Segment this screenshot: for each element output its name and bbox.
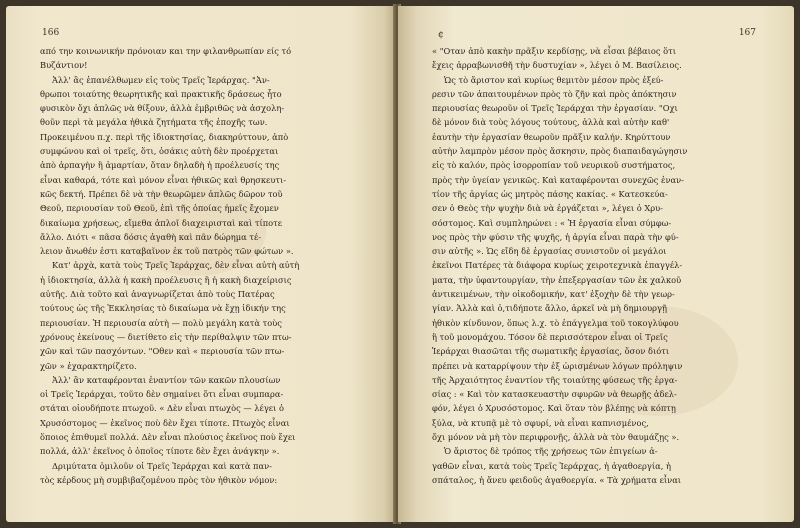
text-line: Χρυσόστομος — ἐκεῖνος ποὺ δὲν ἔχει τίποτε. Πτωχὸς εἶναι — [40, 417, 290, 428]
text-line: « "Οταν ἀπὸ κακὴν πρᾶξιν κερδίσῃς, νὰ εἶσαι βέβαιος ὅτι — [432, 46, 676, 56]
text-line: στάται οἱουδήποτε πτωχοῦ. « Δὲν εἶναι πτωχὸς — λέγει ὁ — [40, 403, 284, 414]
text-line: θοῦν περὶ τὰ μεγάλα ἠθικὰ ζητήματα τῆς ἐποχῆς των. — [40, 117, 268, 128]
text-line: χρόνους ἐκείνους — διετίθετο εἰς τὴν περίθαλψιν τῶν πτω- — [40, 331, 292, 342]
text-line: συμφώνου καὶ οἱ τρεῖς, ὅτι, ὁσάκις αὐτὴ δὲν προέρχεται — [40, 146, 279, 157]
text-line: τούτους ὡς τῆς Ἐκκλησίας τὸ δικαίωμα νὰ ἔχῃ ἰδικήν της — [40, 303, 286, 314]
left-page-text — [40, 44, 360, 487]
text-line: χῶν » ἐχαρακτηρίζετο. — [40, 360, 137, 371]
text-line: σόστομος. Καὶ συμπληρώνει : « Ἡ ἐργασία εἶναι σύμφω- — [432, 217, 672, 228]
text-line: περιουσίας θεωροῦν οἱ Τρεῖς Ἱεράρχαι τὴν ἐργασίαν. "Οχι — [432, 103, 678, 114]
text-line: γαθῶν εἶναι, κατὰ τοὺς Τρεῖς Ἱεράρχας, ἡ ἀγαθοεργία, ἡ — [432, 460, 671, 471]
page-number-left: 166 — [42, 28, 60, 38]
text-line: αὐτῆς. Διὰ τοῦτο καὶ ἀναγνωρίζεται ἀπὸ τοὺς Πατέρας — [40, 289, 275, 300]
text-line: ὅποιος ἐπιθυμεῖ πολλά. Δὲν εἶναι πλούσιος ἐκεῖνος ποὺ ἔχει — [40, 432, 296, 443]
text-line: Ἀλλ' ἂν καταφέρονται ἐναντίον τῶν κακῶν πλουσίων — [52, 374, 281, 385]
text-line: εἰς τὸ καλόν, πρὸς ἰσορροπίαν τοῦ νευρικοῦ συστήματος, — [432, 160, 676, 171]
text-line: ὄχι μόνον νὰ μὴ τὸν περιφρονῇς, ἀλλὰ νὰ τὸν θαυμάζῃς ». — [432, 432, 680, 443]
text-line: Ὁ ἄριστος δὲ τρόπος τῆς χρήσεως τῶν ἐπιγείων ἀ- — [444, 446, 658, 457]
text-line: πολλά, ἀλλ' ἐκεῖνος ὁ ὁποῖος τίποτε δὲν ἔχει ἀνάγκην ». — [40, 446, 280, 457]
text-line: πρέπει νὰ καταρρίψουν τὴν ἐξ ὡρισμένων λόγων πρόληψιν — [432, 360, 683, 371]
text-line: φόν, λέγει ὁ Χρυσόστομος. Καὶ ὅταν τὸν βλέπῃς νὰ κόπτῃ — [432, 403, 676, 414]
text-line: θρωποι τοιαύτης θεωρητικῆς καὶ πρακτικῆς δράσεως ἦτο — [40, 88, 282, 99]
text-line: δικαίωμα χρήσεως, εἴμεθα ἁπλοῖ διαχειρισταὶ καὶ τίποτε — [40, 217, 283, 228]
text-line: Βυζάντιον! — [40, 60, 88, 71]
text-line: αὐτὴν λαμπρὸν μέσον πρὸς ἄσκησιν, πρὸς διαπαιδαγώγησιν — [432, 146, 688, 157]
text-line: εἶναι καθαρά, τότε καὶ μόνον εἶναι ἠθικῶς καὶ θρησκευτι- — [40, 174, 287, 185]
text-line: Προκειμένου π.χ. περὶ τῆς ἰδιοκτησίας, διακηρύττουν, ἀπὸ — [40, 131, 289, 142]
text-line: ξύλα, νὰ κτυπᾷ μὲ τὸ σφυρί, νὰ εἶναι καπνισμένος, — [432, 417, 649, 428]
right-page-text — [432, 44, 754, 487]
text-line: ἔχεις ἀρραβωνισθῆ τὴν δυστυχίαν », λέγει ὁ Μ. Βασίλειος. — [432, 60, 682, 71]
text-line: ἐκεῖνοι Πατέρες τὰ διάφορα κυρίως χειροτεχνικὰ ἐπαγγέλ- — [432, 260, 683, 271]
text-line: ρεσιν τῶν ἀπαιτουμένων πρὸς τὸ ζῆν καὶ πρὸς ἀπόκτησιν — [432, 88, 677, 99]
text-line: ἢ τοῦ μονομάχου. Τόσον δὲ περισσότερον εἶναι οἱ Τρεῖς — [432, 331, 668, 342]
text-line: Ἀλλ' ἂς ἐπανέλθωμεν εἰς τοὺς Τρεῖς Ἱεράρχας. "Ἀν- — [52, 74, 270, 85]
text-line: ματα, τὴν ὑφαντουργίαν, τὴν ἐπεξεργασίαν τῶν ἐκ χαλκοῦ — [432, 274, 682, 285]
text-line: λειον ἄνωθέν ἐστι καταβαῖνον ἐκ τοῦ πατρὸς τῶν φώτων ». — [40, 246, 294, 257]
text-line: ἠθικὸν κίνδυνον, ὅπως λ.χ. τὸ ἐπάγγελμα τοῦ τοκογλύφου — [432, 317, 679, 328]
text-line: ἡ ἰδιοκτησία, ἀλλὰ ἡ κακὴ προέλευσις ἢ ἡ κακὴ διαχείρισις — [40, 274, 292, 285]
text-line: σπάταλος, ἡ ἄνευ φειδοῦς ἀγαθοεργία. « Τὰ χρήματα εἶναι — [432, 474, 682, 485]
text-line: Δριμύτατα ὁμιλοῦν οἱ Τρεῖς Ἱεράρχαι καὶ κατὰ παν- — [52, 460, 272, 471]
text-line: οἱ Τρεῖς Ἱεράρχαι, τοῦτο δὲν σημαίνει ὅτι εἶναι συμπαρα- — [40, 389, 284, 400]
text-line: φυσικὸν ὄχι ἁπλῶς νὰ θίξουν, ἀλλὰ ἐμβριθῶς νὰ ἀσχολη- — [40, 103, 285, 114]
right-page — [398, 6, 794, 522]
text-line: ἀντικειμένων, τὴν οἰκοδομικήν, κατ' ἐξοχὴν δὲ τὴν γεωρ- — [432, 289, 675, 300]
text-line: Ὡς τὸ ἄριστον καὶ κυρίως θεμιτὸν μέσον πρὸς ἐξεύ- — [444, 74, 664, 85]
text-line: ἄλλο. Διότι « πᾶσα δόσις ἀγαθὴ καὶ πᾶν δώρημα τέ- — [40, 231, 262, 242]
text-line: Θεοῦ, περιουσίαν τοῦ Θεοῦ, ἐπὶ τῆς ὁποίας ἡμεῖς ἔχομεν — [40, 203, 279, 214]
text-line: τῆς Ἀρχαιότητος ἐναντίον τῆς τοιαύτης φύσεως τῆς ἐργα- — [432, 374, 678, 385]
text-line: πρὸς τὴν ὑγείαν γενικῶς. Καὶ καταφέρονται συνεχῶς ἐναν- — [432, 174, 684, 185]
text-line: τίον τῆς ἀργίας ὡς μητρὸς πάσης κακίας. « Κατεσκεύα- — [432, 188, 668, 199]
text-line: τὸς κέρδους μὴ συμβιβαζομένου πρὸς τὸν ἠθικὸν νόμον: — [40, 474, 278, 485]
left-page — [6, 6, 396, 522]
text-line: Κατ' ἀρχὰ, κατὰ τοὺς Τρεῖς Ἱεράρχας, δὲν εἶναι αὐτὴ αὐτὴ — [52, 260, 300, 271]
page-number-right: 167 — [738, 28, 756, 38]
text-line: ἑαυτὴν τὴν ἐργασίαν θεωροῦν πρᾶξιν καλήν. Κηρύττουν — [432, 131, 671, 142]
text-line: Ἱεράρχαι θιασῶται τῆς σωματικῆς ἐργασίας, ὅσον διότι — [432, 346, 670, 357]
text-line: περιουσίαν. Ἡ περιουσία αὐτὴ — πολὺ μεγάλη κατὰ τοὺς — [40, 317, 282, 328]
text-line: χῶν καὶ τῶν πασχόντων. "Οθεν καὶ « περιουσία τῶν πτω- — [40, 346, 285, 357]
text-line: σεν ὁ Θεὸς τὴν ψυχὴν διὰ νὰ ἐργάζεται », λέγει ὁ Χρυ- — [432, 203, 663, 214]
text-line: δὲ μόνον διὰ τοὺς λόγους τούτους, ἀλλὰ καὶ αὐτὴν καθ' — [432, 117, 670, 128]
text-line: γίαν. Ἀλλὰ καὶ ὁ,τιδήποτε ἄλλο, ἀρκεῖ νὰ μὴ δημιουργῇ — [432, 303, 667, 314]
text-line: ἀπὸ ἁρπαγὴν ἢ ἁμαρτίαν, ὅταν δηλαδὴ ἡ προέλευσίς της — [40, 160, 280, 171]
page-mark: ¢ — [438, 30, 444, 40]
text-line: κῶς δεκτή. Πρέπει δὲ νὰ τὴν θεωρῶμεν ἁπλῶς δῶρον τοῦ — [40, 188, 283, 199]
text-line: από την κοινωνικήν πρόνοιαν και την φιλανθρωπίαν είς τό — [40, 46, 292, 56]
text-line: σιν αὐτῆς ». Ὡς εἴδη δὲ ἐργασίας συνιστοῦν οἱ μεγάλοι — [432, 246, 667, 257]
text-line: νος πρὸς τὴν φύσιν τῆς ψυχῆς, ἡ ἀργία εἶναι παρὰ τὴν φύ- — [432, 231, 679, 242]
text-line: σίας : « Καὶ τὸν κατασκευαστὴν σφυρῶν νὰ θεωρῇς ἀδελ- — [432, 389, 677, 400]
